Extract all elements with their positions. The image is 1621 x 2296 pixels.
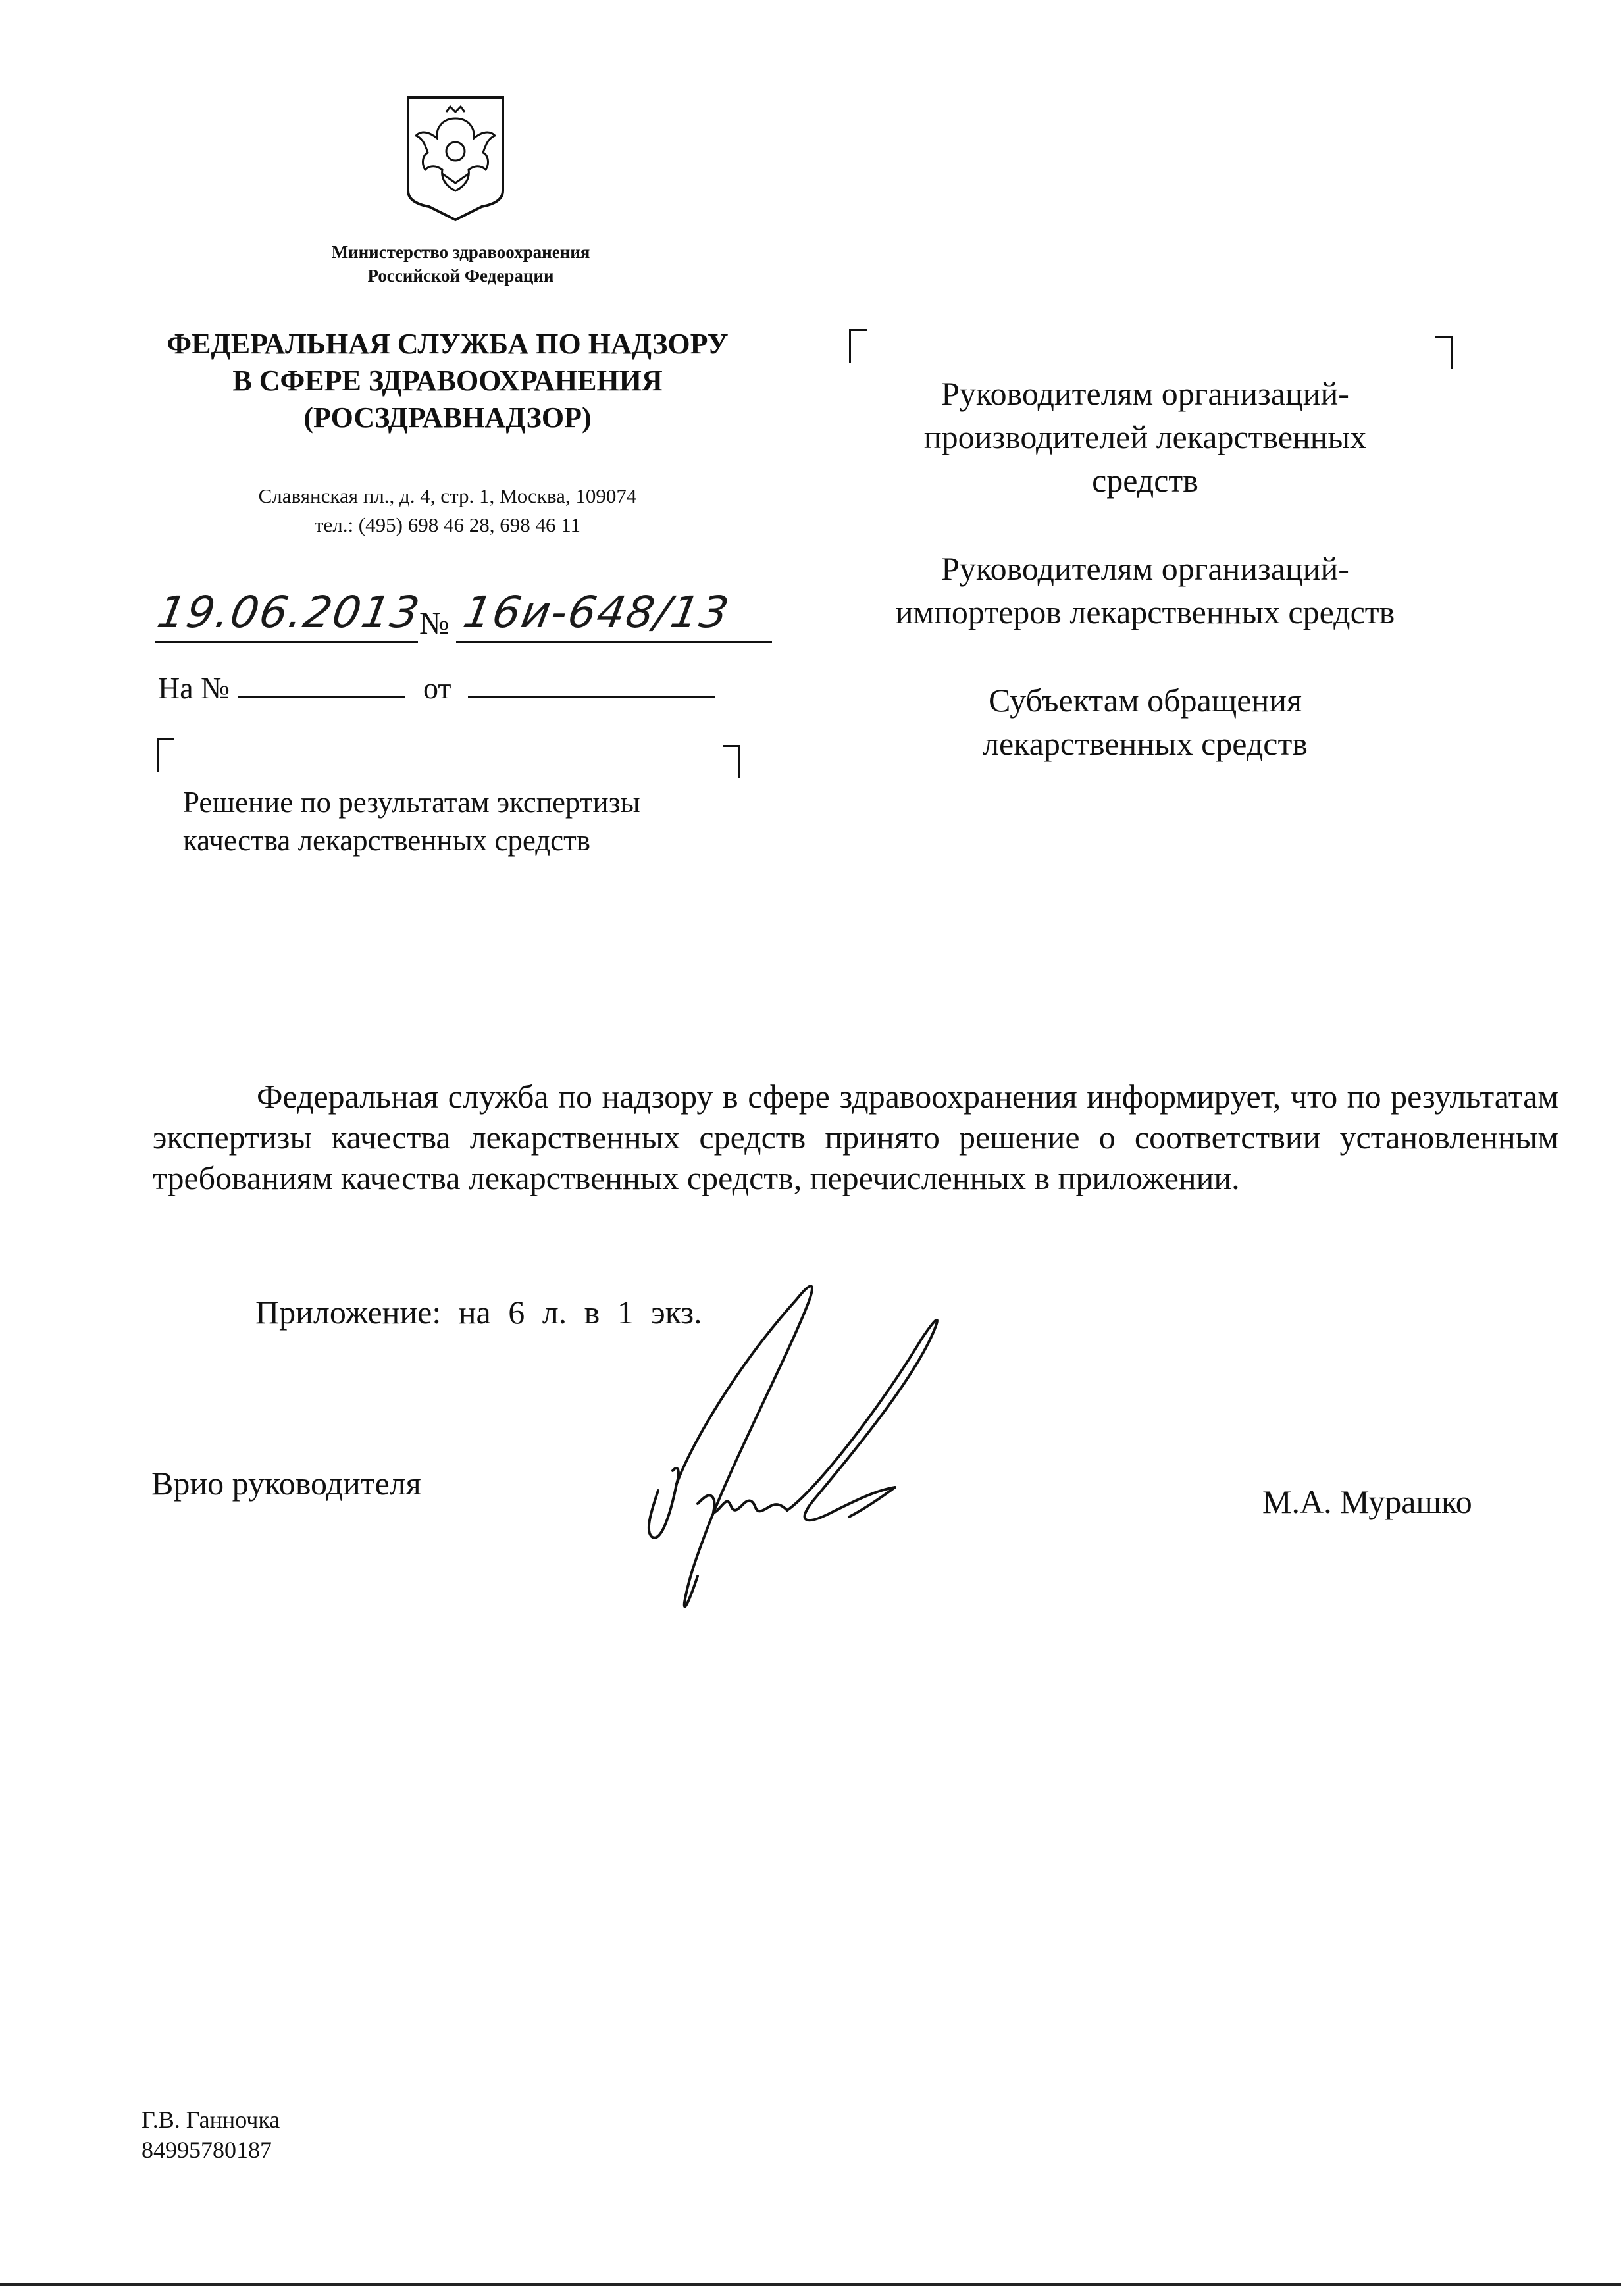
ministry-line-2: Российской Федерации [367,266,554,286]
number-underline [456,641,772,643]
agency-name [118,326,777,436]
attachment-note: Приложение: на 6 л. в 1 экз. [255,1294,702,1331]
recipient-line: средств [1092,462,1198,499]
coat-of-arms-icon [403,92,508,224]
agency-line-3: (РОСЗДРАВНАДЗОР) [303,401,592,434]
number-sign: № [419,606,450,641]
recipient-line: лекарственных средств [983,725,1308,762]
reference-row [158,670,816,716]
recipient-line: Руководителям организаций- [941,375,1349,412]
reference-from-label: от [423,671,451,705]
ministry-line-1: Министерство здравоохранения [331,242,590,262]
ministry-name [237,240,684,288]
recipient-group-subjects [816,678,1474,765]
signer-position: Врио руководителя [151,1465,421,1502]
agency-line-2: В СФЕРЕ ЗДРАВООХРАНЕНИЯ [232,365,663,397]
outgoing-registration [155,587,786,653]
address-line: Славянская пл., д. 4, стр. 1, Москва, 109074 [258,484,637,507]
recipient-group-producers [816,372,1474,502]
executor-phone: 84995780187 [142,2137,272,2163]
signer-name: М.А. Мурашко [1262,1483,1472,1520]
letter-body [153,1076,1558,1198]
body-paragraph: Федеральная служба по надзору в сфере здравоохранения информирует, что по результатам экспертизы качества лекарственных средств принято решение о соответствии установленным требованиям качества лекарственных средств, перечисленных в приложении. [153,1078,1558,1196]
agency-line-1: ФЕДЕРАЛЬНАЯ СЛУЖБА ПО НАДЗОРУ [167,328,729,360]
outgoing-number: 16и-648/13 [459,587,734,638]
subject-corner-left [157,738,174,772]
subject-line-1: Решение по результатам экспертизы [183,786,640,819]
executor-name: Г.В. Ганночка [142,2106,280,2133]
recipient-line: импортеров лекарственных средств [895,594,1395,630]
recipient-line: Субъектам обращения [989,682,1302,719]
page-bottom-edge [0,2283,1621,2286]
outgoing-date: 19.06.2013 [153,587,425,638]
executor-info [142,2105,280,2165]
recipients-corner-left [849,329,867,363]
reference-number-label: На № [158,671,230,705]
agency-address [197,482,698,540]
recipients-block [816,372,1474,810]
subject-corner-right [723,745,740,778]
recipient-group-importers [816,547,1474,634]
reference-date-blank [468,670,715,698]
recipient-line: Руководителям организаций- [941,550,1349,587]
recipient-line: производителей лекарственных [923,419,1367,455]
subject-block [183,783,775,859]
reference-number-blank [238,670,405,698]
recipients-corner-right [1435,336,1453,369]
phone-line: тел.: (495) 698 46 28, 698 46 11 [314,513,581,536]
subject-line-2: качества лекарственных средств [183,824,591,857]
handwritten-signature-icon [632,1273,1053,1629]
date-underline [155,641,418,643]
